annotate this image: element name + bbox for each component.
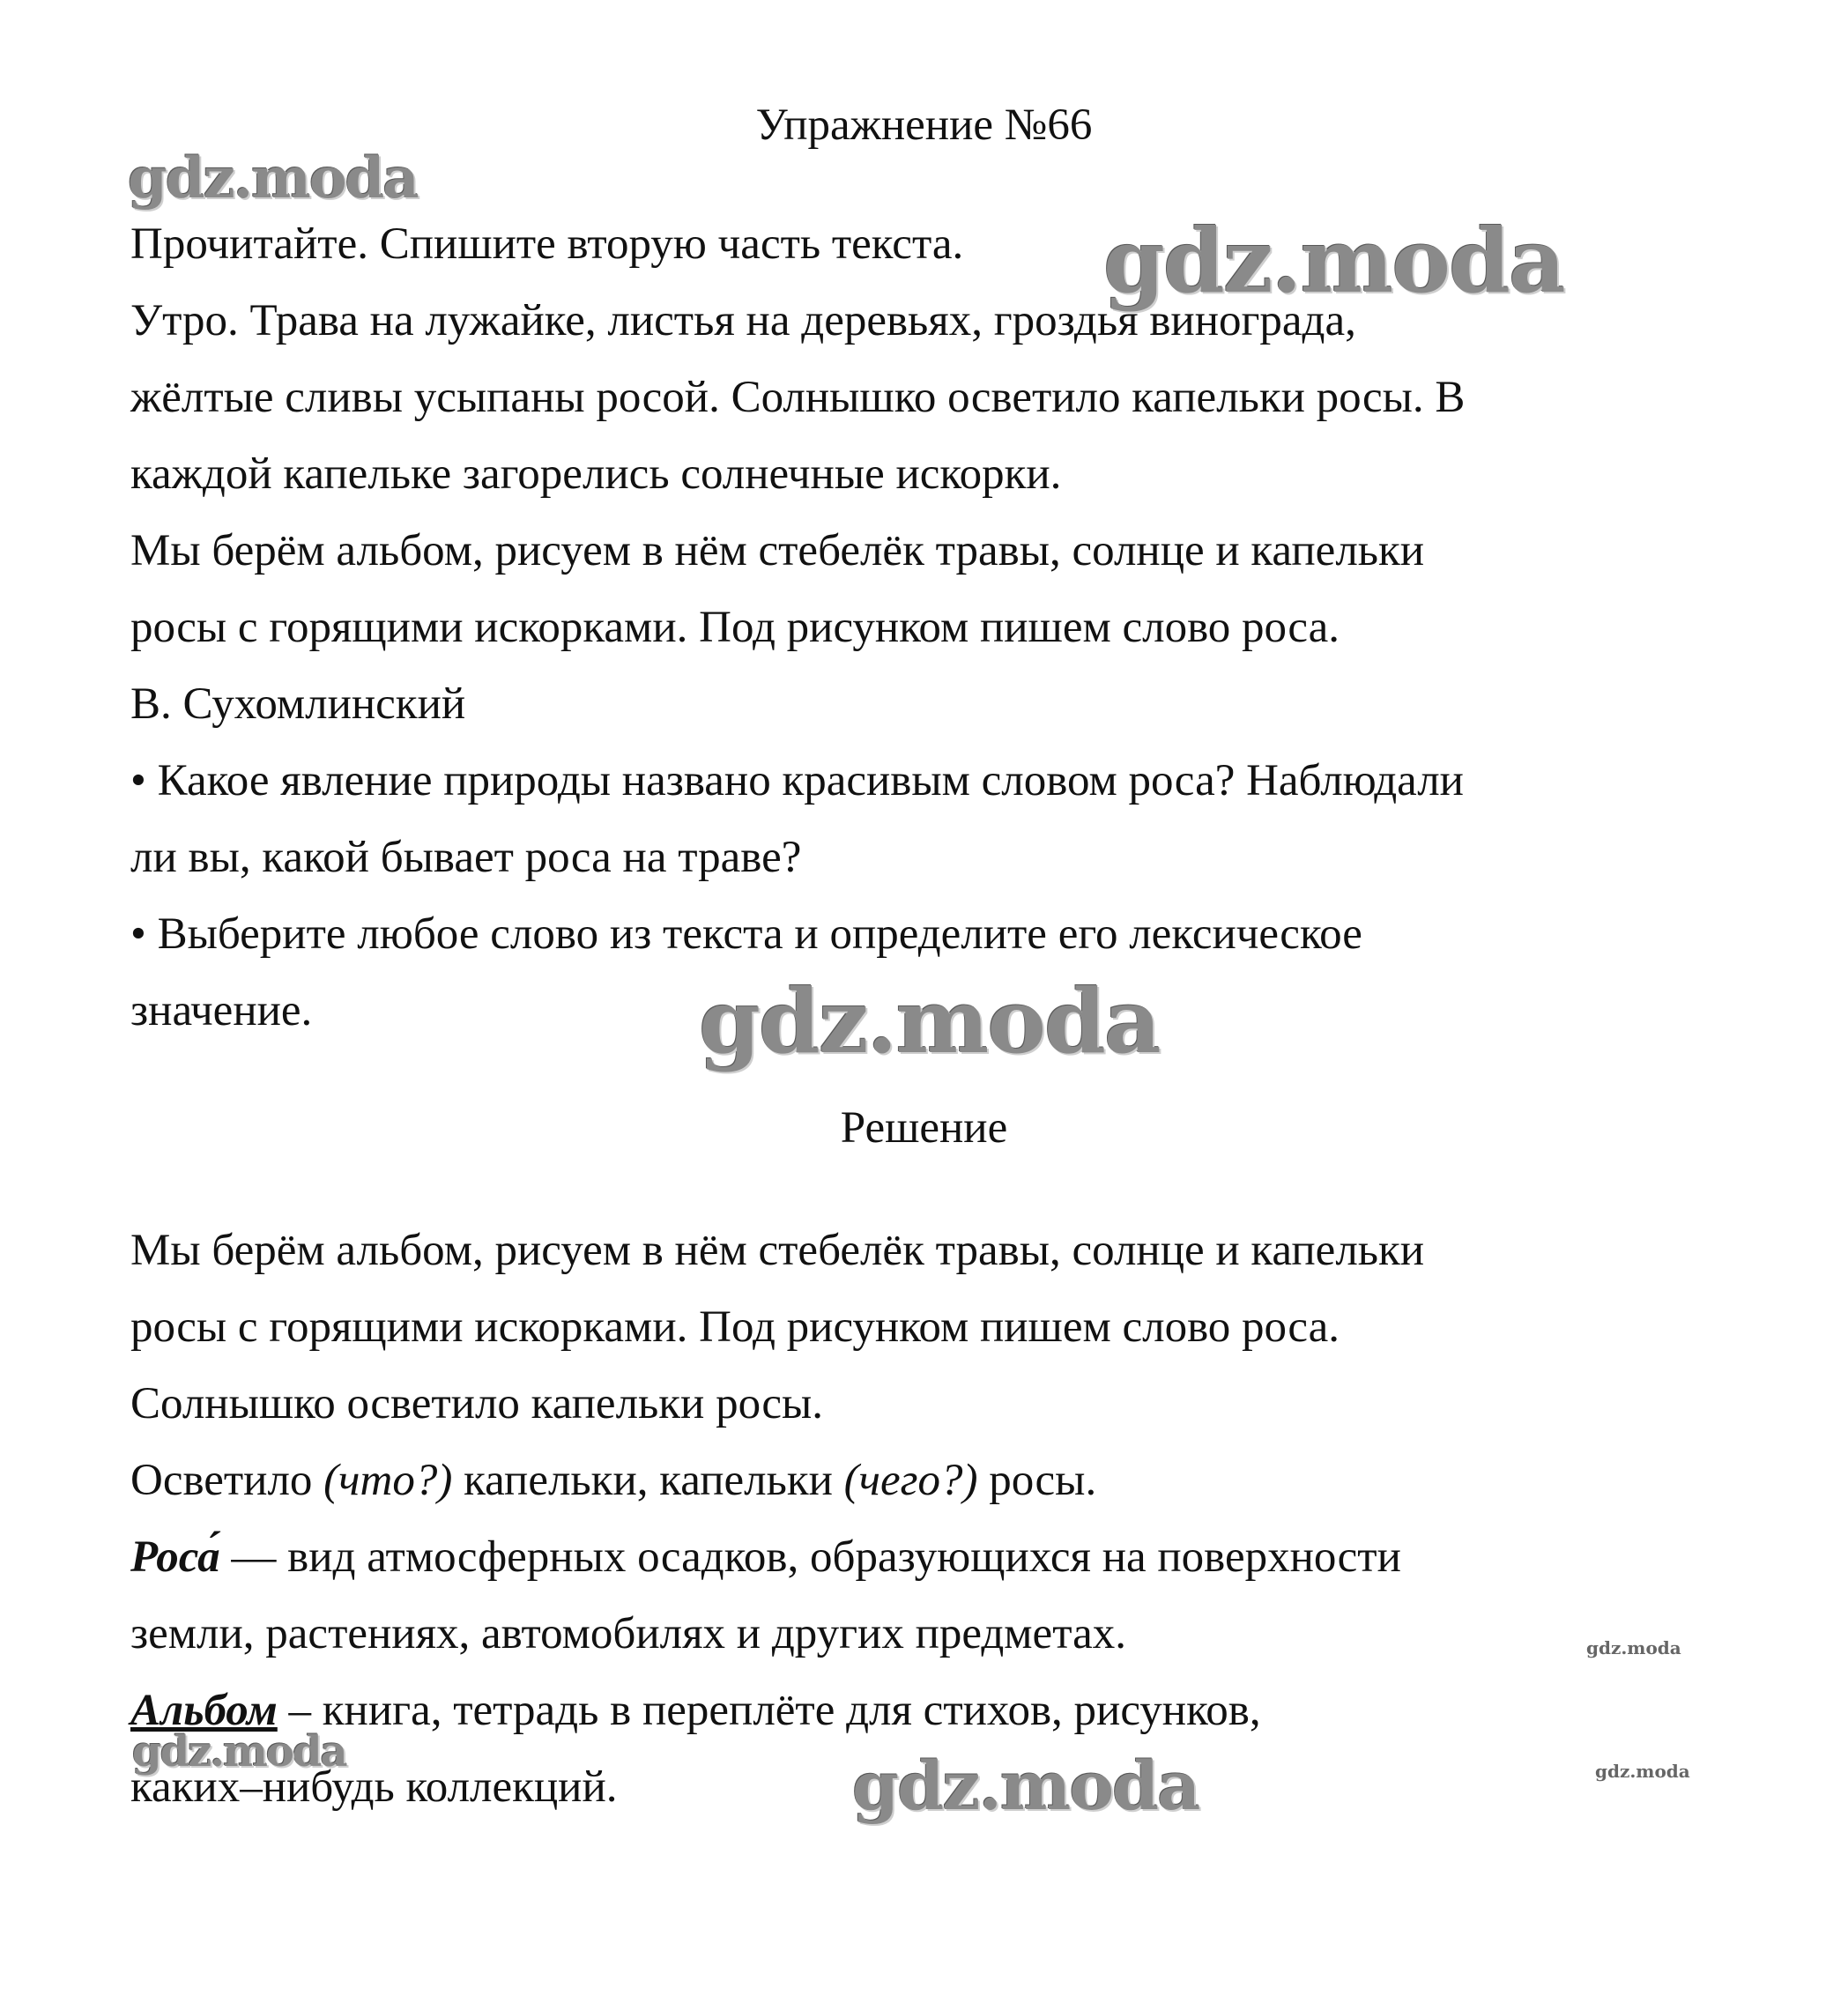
watermark: gdz.moda bbox=[1103, 209, 1564, 313]
task-question: • Какое явление природы названо красивым словом роса? Наблюдали bbox=[130, 756, 1464, 805]
solution-line: росы с горящими искорками. Под рисунком пишем слово роса. bbox=[130, 1302, 1340, 1352]
task-author: В. Сухомлинский bbox=[130, 679, 466, 729]
watermark: gdz.moda bbox=[699, 969, 1160, 1073]
task-question: ли вы, какой бывает роса на траве? bbox=[130, 833, 802, 882]
task-line: росы с горящими искорками. Под рисунком пишем слово роса. bbox=[130, 603, 1340, 652]
solution-heading: Решение bbox=[840, 1103, 1008, 1153]
solution-analysis bbox=[130, 1454, 1096, 1507]
solution-line: Солнышко осветило капельки росы. bbox=[130, 1379, 824, 1428]
analysis-question: (что?) bbox=[323, 1456, 453, 1505]
page-title: Упражнение №66 bbox=[755, 100, 1093, 150]
task-question: значение. bbox=[130, 986, 313, 1035]
analysis-word: капельки, капельки bbox=[452, 1456, 844, 1505]
definition-text: земли, растениях, автомобилях и других предметах. bbox=[130, 1609, 1126, 1658]
watermark: gdz.moda bbox=[128, 145, 418, 211]
watermark-small: gdz.moda bbox=[1586, 1637, 1681, 1658]
task-line: каждой капельке загорелись солнечные искорки. bbox=[130, 449, 1062, 499]
analysis-question: (чего?) bbox=[843, 1456, 978, 1505]
watermark: gdz.moda bbox=[852, 1747, 1199, 1825]
definition-term: Роса́ bbox=[130, 1532, 220, 1582]
definition-text: книга, тетрадь в переплёте для стихов, рисунков, bbox=[322, 1686, 1261, 1735]
definition-text: вид атмосферных осадков, образующихся на поверхности bbox=[287, 1532, 1401, 1582]
task-line: Мы берём альбом, рисуем в нём стебелёк травы, солнце и капельки bbox=[130, 526, 1425, 575]
definition-term: Альбом bbox=[130, 1686, 278, 1735]
task-line: Утро. Трава на лужайке, листья на деревьях, гроздья винограда, bbox=[130, 296, 1356, 345]
task-line: жёлтые сливы усыпаны росой. Солнышко осветило капельки росы. В bbox=[130, 373, 1466, 422]
definition-rosa bbox=[130, 1531, 1401, 1584]
definition-dash: — bbox=[219, 1532, 288, 1582]
task-instruction: Прочитайте. Спишите вторую часть текста. bbox=[130, 219, 964, 269]
solution-line: Мы берём альбом, рисуем в нём стебелёк травы, солнце и капельки bbox=[130, 1226, 1425, 1275]
definition-dash: – bbox=[277, 1686, 323, 1735]
analysis-word: Осветило bbox=[130, 1456, 324, 1505]
analysis-word: росы. bbox=[977, 1456, 1097, 1505]
watermark: gdz.moda bbox=[132, 1727, 346, 1777]
definition-text: каких–нибудь коллекций. bbox=[130, 1762, 618, 1812]
watermark-small: gdz.moda bbox=[1595, 1761, 1690, 1782]
task-question: • Выберите любое слово из текста и определите его лексическое bbox=[130, 909, 1362, 959]
